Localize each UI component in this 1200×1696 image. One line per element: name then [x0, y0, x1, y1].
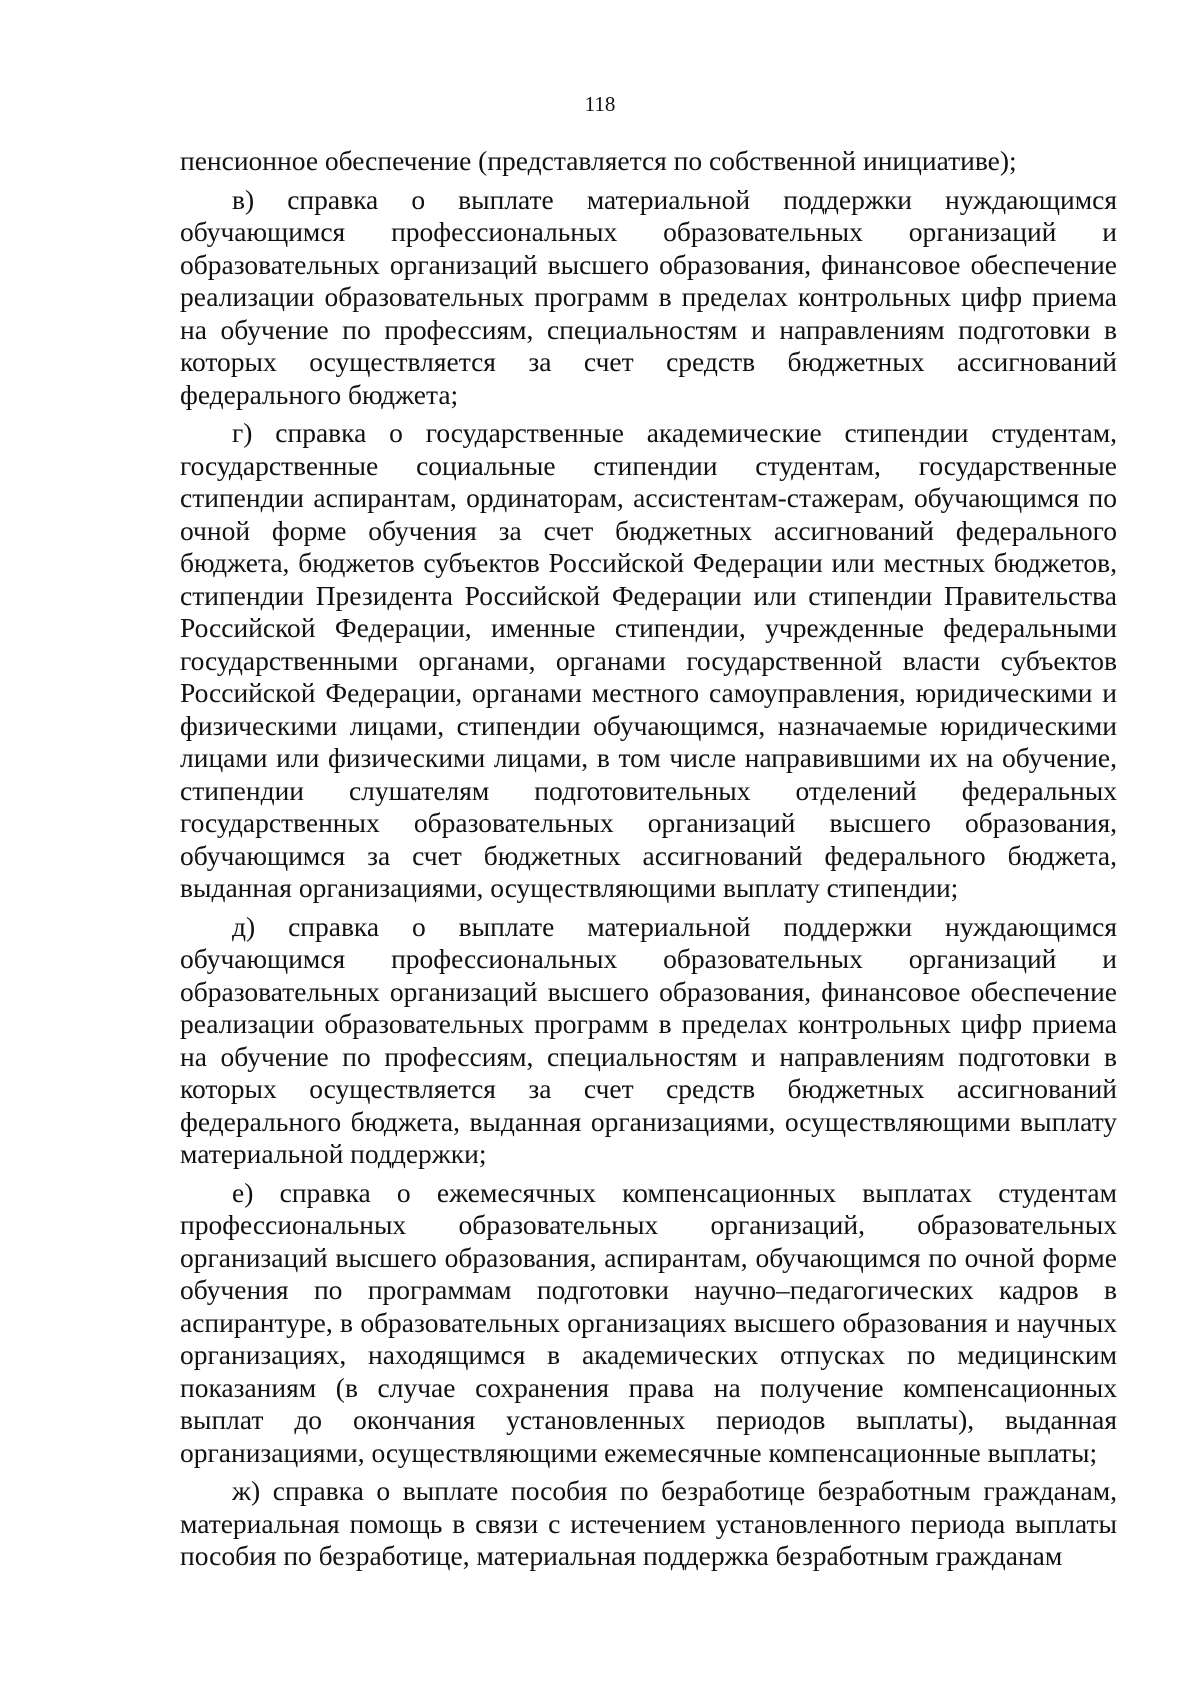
paragraph-item-g: г) справка о государственные академические стипендии студентам, государственные социальные стипендии студентам, государственные стипендии аспирантам, ординаторам, ассистентам-стажерам, обучающимся по очной форме обучения за счет бюджетных ассигнований федерального бюджета, бюджетов субъектов Российской Федерации или местных бюджетов, стипендии Президента Российской Федерации или стипендии Правительства Российской Федерации, именные стипендии, учрежденные федеральными государственными органами, органами государственной власти субъектов Российской Федерации, органами местного самоуправления, юридическими и физическими лицами, стипендии обучающимся, назначаемые юридическими лицами или физическими лицами, в том числе направившими их на обучение, стипендии слушателям подготовительных отделений федеральных государственных образовательных организаций высшего образования, обучающимся за счет бюджетных ассигнований федерального бюджета, выданная организациями, осуществляющими выплату стипендии; — [180, 417, 1117, 903]
document-body — [180, 145, 1117, 1579]
paragraph-continuation: пенсионное обеспечение (представляется по собственной инициативе); — [180, 145, 1017, 176]
paragraph-item-zh: ж) справка о выплате пособия по безработице безработным гражданам, материальная помощь в связи с истечением установленного периода выплаты пособия по безработице, материальная поддержка безработным гражданам — [180, 1475, 1117, 1571]
paragraph-item-d: д) справка о выплате материальной поддержки нуждающимся обучающимся профессиональных образовательных организаций и образовательных организаций высшего образования, финансовое обеспечение реализации образовательных программ в пределах контрольных цифр приема на обучение по профессиям, специальностям и направлениям подготовки в которых осуществляется за счет средств бюджетных ассигнований федерального бюджета, выданная организациями, осуществляющими выплату материальной поддержки; — [180, 910, 1117, 1169]
paragraph-item-v: в) справка о выплате материальной поддержки нуждающимся обучающимся профессиональных образовательных организаций и образовательных организаций высшего образования, финансовое обеспечение реализации образовательных программ в пределах контрольных цифр приема на обучение по профессиям, специальностям и направлениям подготовки в которых осуществляется за счет средств бюджетных ассигнований федерального бюджета; — [180, 183, 1117, 410]
paragraph-item-e: е) справка о ежемесячных компенсационных выплатах студентам профессиональных образовательных организаций, образовательных организаций высшего образования, аспирантам, обучающимся по очной форме обучения по программам подготовки научно–педагогических кадров в аспирантуре, в образовательных организациях высшего образования и научных организациях, находящимся в академических отпусках по медицинским показаниям (в случае сохранения права на получение компенсационных выплат до окончания установленных периодов выплаты), выданная организациями, осуществляющими ежемесячные компенсационные выплаты; — [180, 1176, 1117, 1468]
page-number: 118 — [584, 92, 616, 116]
